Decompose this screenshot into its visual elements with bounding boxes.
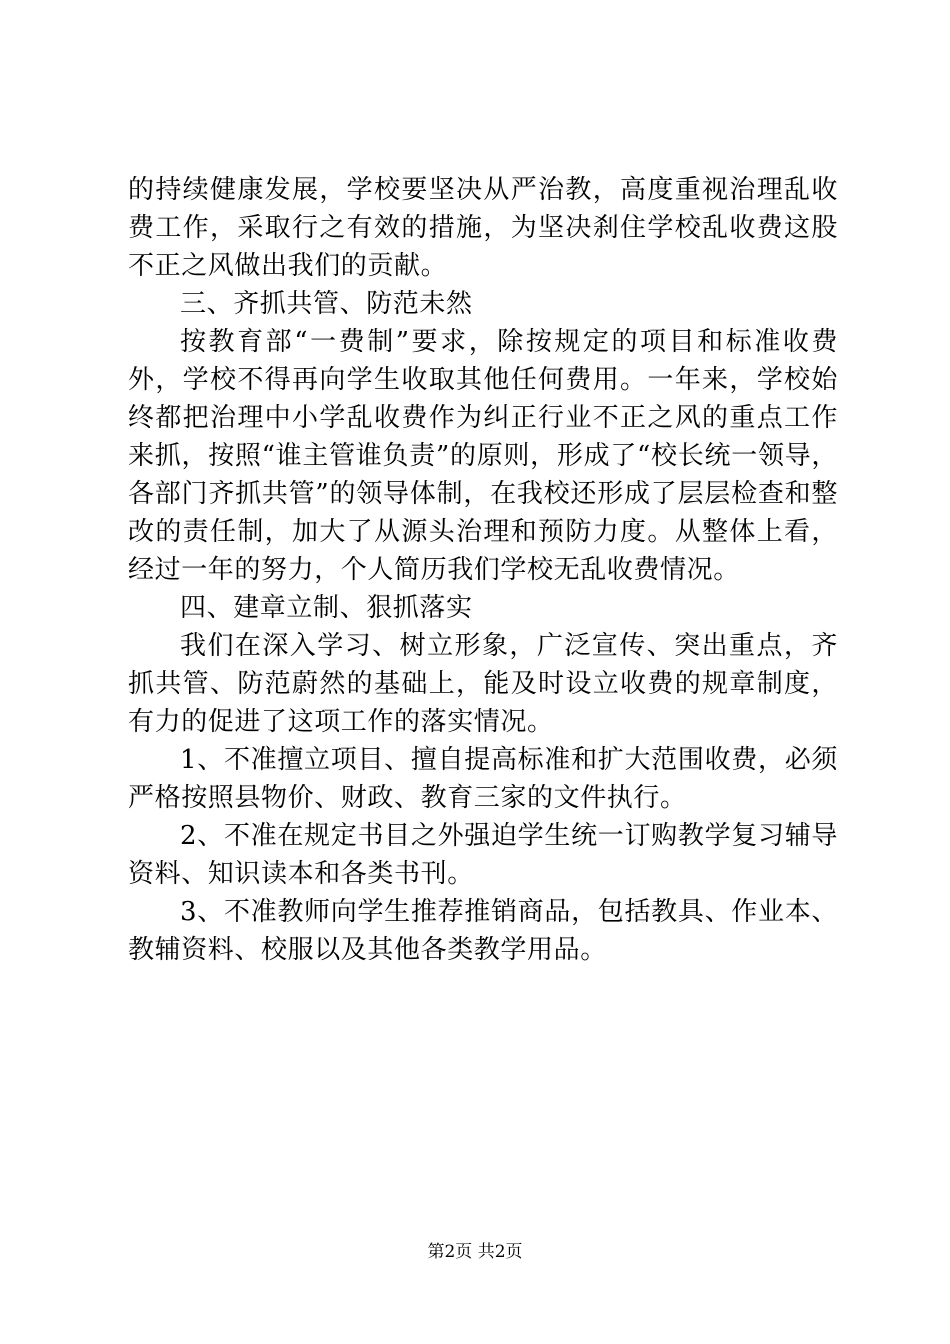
section-heading-3: 三、齐抓共管、防范未然: [180, 289, 473, 319]
document-body: [128, 171, 838, 969]
paragraph-regulations-intro: 我们在深入学习、树立形象，广泛宣传、突出重点，齐抓共管、防范蔚然的基础上，能及时设立收费的规章制度，有力的促进了这项工作的落实情况。: [128, 631, 838, 737]
paragraph-one-fee-policy: 按教育部“一费制”要求，除按规定的项目和标准收费外，学校不得再向学生收取其他任何费用。一年来，学校始终都把治理中小学乱收费作为纠正行业不正之风的重点工作来抓，按照“谁主管谁负责”的原则，形成了“校长统一领导，各部门齐抓共管”的领导体制，在我校还形成了层层检查和整改的责任制，加大了从源头治理和预防力度。从整体上看，经过一年的努力，个人简历我们学校无乱收费情况。: [128, 327, 838, 585]
section-heading-4: 四、建章立制、狠抓落实: [180, 593, 473, 623]
rule-item-1: 1、不准擅立项目、擅自提高标准和扩大范围收费，必须严格按照县物价、财政、教育三家的文件执行。: [128, 745, 838, 813]
rule-item-3: 3、不准教师向学生推荐推销商品，包括教具、作业本、教辅资料、校服以及其他各类教学用品。: [128, 897, 838, 965]
paragraph-continuation: 的持续健康发展，学校要坚决从严治教，高度重视治理乱收费工作，采取行之有效的措施，为坚决刹住学校乱收费这股不正之风做出我们的贡献。: [128, 175, 838, 281]
rule-item-2: 2、不准在规定书目之外强迫学生统一订购教学复习辅导资料、知识读本和各类书刊。: [128, 821, 838, 889]
page-number-footer: 第2页 共2页: [427, 1242, 523, 1262]
